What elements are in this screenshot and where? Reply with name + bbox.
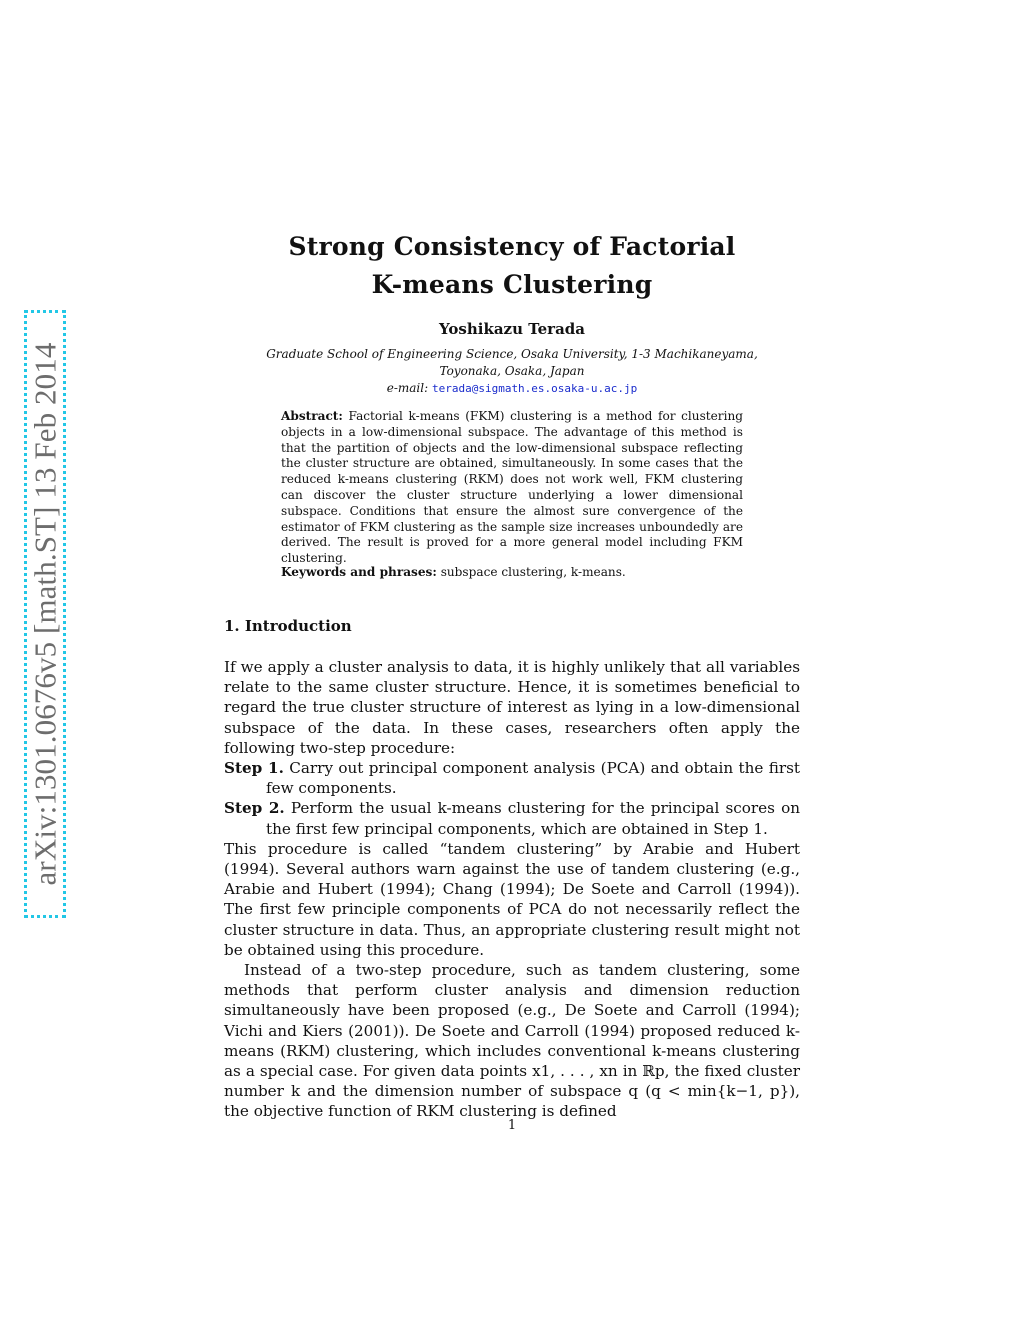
section-heading-introduction: 1. Introduction [224,617,352,635]
paper-title [232,228,792,304]
intro-paragraph-2: This procedure is called “tandem clustering” by Arabie and Hubert (1994). Several authors warn against the use of tandem clustering (e.g., Arabie and Hubert (1994); Chang (1994); De Soete and Carroll (1994)). The first few principle components of PCA do not necessarily reflect the cluster structure in data. Thus, an appropriate clustering result might not be obtained using this procedure. [224,839,800,959]
intro-paragraph-1: If we apply a cluster analysis to data, it is highly unlikely that all variables relate to the same cluster structure. Hence, it is sometimes beneficial to regard the true cluster structure of interest as lying in a low-dimensional subspace of the data. In these cases, researchers often apply the following two-step procedure: [224,658,800,757]
step-2-text: Perform the usual k-means clustering for the principal scores on the first few principal components, which are obtained in Step 1. [266,799,801,838]
keywords-text: subspace clustering, k-means. [440,565,626,579]
step-1-label: Step 1. [224,759,284,778]
affiliation-line-2: Toyonaka, Osaka, Japan [439,364,585,378]
step-1 [224,758,800,798]
title-line-1: Strong Consistency of Factorial [288,232,736,261]
title-line-2: K-means Clustering [371,270,653,299]
email-prefix: e-mail: [386,381,429,395]
abstract [281,409,743,567]
step-2-label: Step 2. [224,799,285,818]
page-number: 1 [507,1118,517,1133]
keywords [281,564,743,580]
email-link[interactable]: terada@sigmath.es.osaka-u.ac.jp [431,382,638,395]
author-name: Yoshikazu Terada [438,320,586,338]
affiliation-email-line [232,380,792,397]
affiliation [232,346,792,397]
keywords-label: Keywords and phrases: [281,565,437,579]
arxiv-stamp [24,310,66,918]
arxiv-stamp-text: arXiv:1301.0676v5 [math.ST] 13 Feb 2014 [27,342,62,886]
affiliation-line-1: Graduate School of Engineering Science, Osaka University, 1-3 Machikaneyama, [266,347,758,361]
abstract-text: Factorial k-means (FKM) clustering is a method for clustering objects in a low-dimensional subspace. The advantage of this method is that the partition of objects and the low-dimensional subspace reflecting the cluster structure are obtained, simultaneously. In some cases that the reduced k-means clustering (RKM) does not work well, FKM clustering can discover the cluster structure underlying a lower dimensional subspace. Conditions that ensure the almost sure convergence of the estimator of FKM clustering as the sample size increases unboundedly are derived. The result is proved for a more general model including FKM clustering. [281,409,743,566]
introduction-body [224,657,800,1122]
step-1-text: Carry out principal component analysis (PCA) and obtain the first few components. [266,759,800,798]
abstract-label: Abstract: [281,409,343,423]
intro-paragraph-3: Instead of a two-step procedure, such as tandem clustering, some methods that perform cluster analysis and dimension reduction simultaneously have been proposed (e.g., De Soete and Carroll (1994); Vichi and Kiers (2001)). De Soete and Carroll (1994) proposed reduced k-means (RKM) clustering, which includes conventional k-means clustering as a special case. For given data points x1, . . . , xn in ℝp, the fixed cluster number k and the dimension number of subspace q (q < min{k−1, p}), the objective function of RKM clustering is defined [224,961,800,1121]
step-2 [224,798,800,838]
